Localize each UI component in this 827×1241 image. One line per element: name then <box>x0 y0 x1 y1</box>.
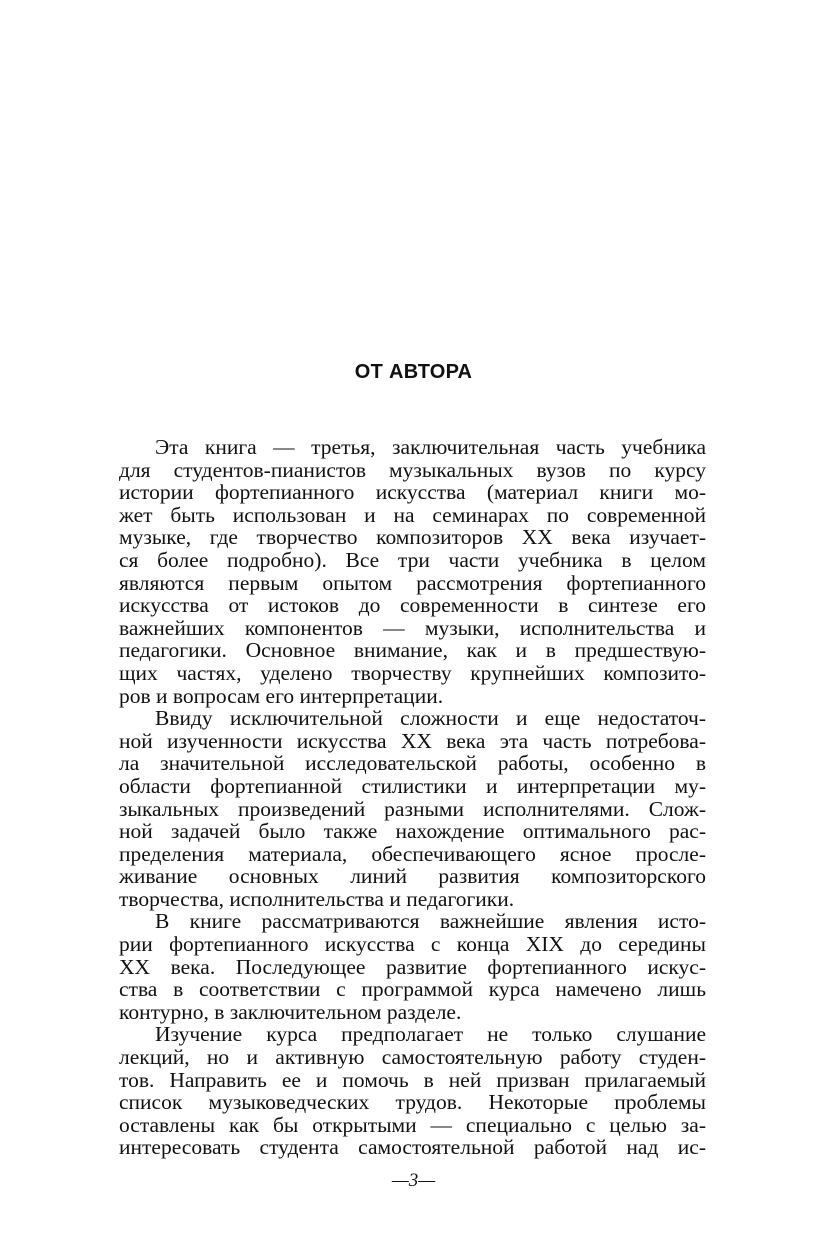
text-line: ся более подробно). Все три части учебника в целом <box>119 547 706 572</box>
text-line: интересовать студента самостоятельной работой над ис- <box>119 1135 706 1160</box>
text-line: контурно, в заключительном разделе. <box>119 999 462 1024</box>
text-line: жет быть использован и на семинарах по современной <box>119 502 706 527</box>
text-line: творчества, исполнительства и педагогики. <box>119 886 515 911</box>
text-line: являются первым опытом рассмотрения фортепианного <box>119 570 706 595</box>
paragraph <box>119 1023 706 1159</box>
text-line: педагогики. Основное внимание, как и в предшествую- <box>119 638 706 663</box>
body-text <box>119 436 706 1159</box>
text-line: важнейших компонентов — музыки, исполнительства и <box>119 615 706 640</box>
paragraph <box>119 910 706 1023</box>
text-line: искусства от истоков до современности в синтезе его <box>119 593 706 618</box>
text-line: рии фортепианного искусства с конца XIX до середины <box>119 932 706 957</box>
text-line: ров и вопросам его интерпретации. <box>119 683 444 708</box>
section-heading: ОТ АВТОРА <box>354 361 473 383</box>
text-line: XX века. Последующее развитие фортепианного искус- <box>119 954 706 979</box>
text-line: список музыковедческих трудов. Некоторые проблемы <box>119 1090 706 1115</box>
paragraph <box>119 436 706 707</box>
text-line: В книге рассматриваются важнейшие явления исто- <box>155 909 706 934</box>
text-line: ной задачей было также нахождение оптимального рас- <box>119 819 706 844</box>
paragraph <box>119 707 706 910</box>
text-line: ла значительной исследовательской работы, особенно в <box>119 751 706 776</box>
text-line: лекций, но и активную самостоятельную работу студен- <box>119 1045 706 1070</box>
text-line: области фортепианной стилистики и интерпретации му- <box>119 773 706 798</box>
text-line: живание основных линий развития композиторского <box>119 864 706 889</box>
text-line: ной изученности искусства XX века эта часть потребова- <box>119 728 706 753</box>
page-number: —3— <box>391 1170 436 1191</box>
text-line: истории фортепианного искусства (материал книги мо- <box>119 480 706 505</box>
text-line: тов. Направить ее и помочь в ней призван прилагаемый <box>119 1067 706 1092</box>
text-line: зыкальных произведений разными исполнителями. Слож- <box>119 796 706 821</box>
text-line: музыке, где творчество композиторов XX века изучает- <box>119 525 706 550</box>
text-line: пределения материала, обеспечивающего ясное просле- <box>119 841 706 866</box>
text-line: щих частях, уделено творчеству крупнейших композито- <box>119 660 706 685</box>
text-line: Эта книга — третья, заключительная часть учебника <box>155 435 706 459</box>
text-line: ства в соответствии с программой курса намечено лишь <box>119 977 706 1002</box>
text-line: Ввиду исключительной сложности и еще недостаточ- <box>155 706 706 731</box>
text-line: для студентов-пианистов музыкальных вузов по курсу <box>119 457 706 482</box>
text-line: Изучение курса предполагает не только слушание <box>155 1022 706 1047</box>
text-line: оставлены как бы открытыми — специально с целью за- <box>119 1112 706 1137</box>
